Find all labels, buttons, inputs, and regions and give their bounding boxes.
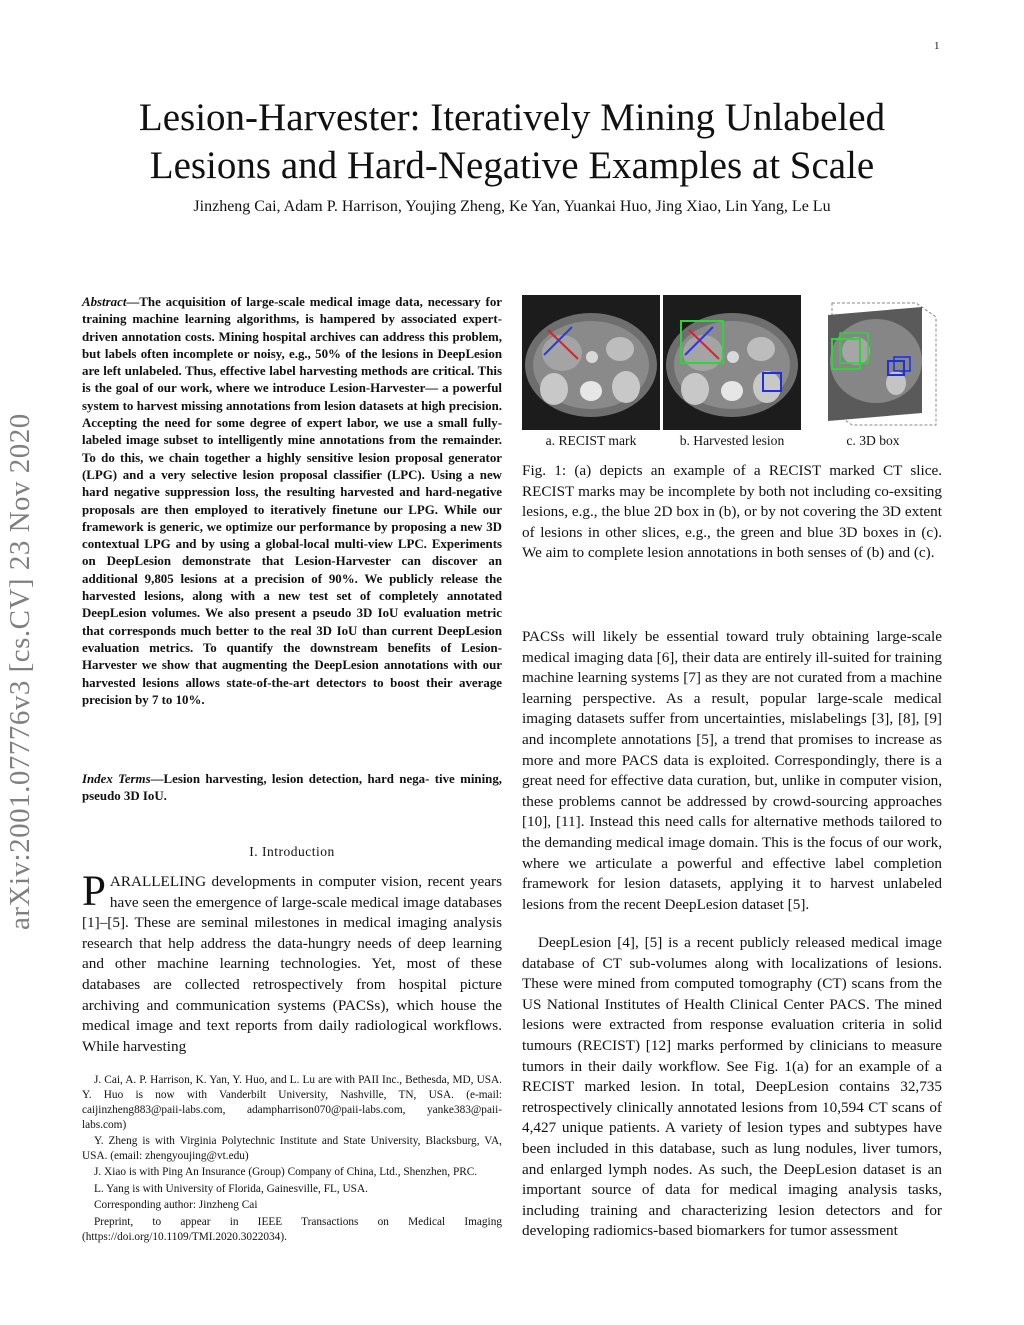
index-terms: Index Terms—Lesion harvesting, lesion detection, hard nega- tive mining, pseudo 3D IoU. <box>82 772 502 804</box>
section-heading: I. Introduction <box>249 844 335 859</box>
title-line-1: Lesion-Harvester: Iteratively Mining Unlabeled <box>138 96 886 139</box>
footnote-affiliation-1: J. Cai, A. P. Harrison, K. Yan, Y. Huo, and L. Lu are with PAII Inc., Bethesda, MD, USA. Y. Huo is now with Vanderbilt University, Nashville, TN, USA. (e-mail: caijinzheng883@paii-labs.com, adampharrison070@paii-labs.com, yanke383@paii-labs.com) <box>82 1074 502 1131</box>
footnote-preprint <box>82 1215 502 1245</box>
footnote-affiliation-4: L. Yang is with University of Florida, Gainesville, FL, USA. <box>94 1182 368 1195</box>
footnote-preprint-text: Preprint, to appear in IEEE Transactions on Medical Imaging <box>94 1215 502 1228</box>
index-terms-label: Index Terms <box>82 772 151 786</box>
page-number: 1 <box>934 40 940 52</box>
ct-slice-recist-graphic <box>522 295 660 430</box>
abstract: Abstract—The acquisition of large-scale medical image data, necessary for training machine learning algorithms, is hampered by associated expert-driven annotation costs. Mining hospital archives can address this problem, but labels often incomplete or noisy, e.g., 50% of the lesions in DeepLesion are left unlabeled. Thus, effective label harvesting methods are critical. This is the goal of our work, where we introduce Lesion-Harvester— a powerful system to harvest missing annotations from lesion datasets at high precision. Accepting the need for some degree of expert labor, we use a small fully-labeled image subset to intelligently mine annotations from the remainder. To do this, we chain together a highly sensitive lesion proposal generator (LPG) and a very selective lesion proposal classifier (LPC). Using a new hard negative suppression loss, the resulting harvested and hard-negative proposals are then employed to iteratively finetune our LPG. While our framework is generic, we optimize our performance by proposing a new 3D contextual LPG and by using a global-local multi-view LPC. Experiments on DeepLesion demonstrate that Lesion-Harvester can discover an additional 9,805 lesions at a precision of 90%. We publicly release the harvested lesions, along with a new test set of completely annotated DeepLesion volumes. We also present a pseudo 3D IoU evaluation metric that corresponds much better to the real 3D IoU than current DeepLesion evaluation metrics. To quantify the downstream benefits of Lesion-Harvester we show that augmenting the DeepLesion annotations with our harvested lesions allows state-of-the-art detectors to boost their average precision by 7 to 10%. <box>82 295 502 707</box>
arxiv-stamp: arXiv:2001.07776v3 [cs.CV] 23 Nov 2020 <box>4 413 36 930</box>
ct-slice-recist <box>522 295 660 430</box>
sub-caption-b: b. Harvested lesion <box>679 433 785 448</box>
paper-title <box>60 94 964 190</box>
sub-caption-a: a. RECIST mark <box>545 433 637 448</box>
intro-text: ARALLELING developments in computer vision, recent years have seen the emergence of large-scale medical image databases [1]–[5]. These are seminal milestones in medical imaging analysis research that help address the data-hungry needs of deep learning and other machine learning technologies. Yet, most of these databases are collected retrospectively from hospital picture archiving and communication systems (PACSs), which house the medical image and text reports from daily radiological workflows. While harvesting <box>82 873 502 1055</box>
ct-slice-harvested-graphic <box>663 295 801 430</box>
figure-caption-text: (a) depicts an example of a RECIST marked CT slice. RECIST marks may be incomplete by both not including co-exsiting lesions, e.g., the blue 2D box in (b), or by not covering the 3D extent of lesions in other slices, e.g., the green and blue 3D boxes in (c). We aim to complete lesion annotations in both senses of (b) and (c). <box>522 462 943 562</box>
footnotes <box>82 1073 502 1246</box>
body-paragraph-deeplesion: DeepLesion [4], [5] is a recent publicly released medical image database of CT sub-volumes along with localizations of lesions. These were mined from computed tomography (CT) scans from the US National Institutes of Health Clinical Center PACS. The mined lesions were extracted from response evaluation criteria in solid tumours (RECIST) [12] marks performed by clinicians to measure tumors in their daily workflow. See Fig. 1(a) for an example of a RECIST marked lesion. In total, DeepLesion contains 32,735 retrospectively clinically annotated lesions from 10,594 CT scans of 4,427 unique patients. A variety of lesion types and subtypes have been included in this database, such as lung nodules, liver tumors, and enlarged lymph nodes. As such, the DeepLesion dataset is an important source of data for medical imaging analysis tasks, including training and characterizing lesion detectors and for developing radiomics-based biomarkers for tumor assessment <box>522 934 942 1240</box>
drop-cap: P <box>82 868 106 915</box>
index-terms-text: Lesion harvesting, lesion detection, hard nega- tive mining, pseudo 3D IoU. <box>82 772 502 804</box>
ct-volume-3d <box>804 295 942 430</box>
intro-paragraph <box>82 868 502 1057</box>
footnote-corresponding: Corresponding author: Jinzheng Cai <box>94 1199 258 1212</box>
figure-1 <box>522 295 942 453</box>
abstract-text: The acquisition of large-scale medical image data, necessary for training machine learning algorithms, is hampered by associated expert-driven annotation costs. Mining hospital archives can address this problem, but labels often incomplete or noisy, e.g., 50% of the lesions in DeepLesion are left unlabeled. Thus, effective label harvesting methods are critical. This is the goal of our work, where we introduce Lesion-Harvester— a powerful system to harvest missing annotations from lesion datasets at high precision. Accepting the need for some degree of expert labor, we use a small fully-labeled image subset to intelligently mine annotations from the remainder. To do this, we chain together a highly sensitive lesion proposal generator (LPG) and a very selective lesion proposal classifier (LPC). Using a new hard negative suppression loss, the resulting harvested and hard-negative proposals are then employed to iteratively finetune our LPG. While our framework is generic, we optimize our performance by proposing a new 3D contextual LPG and by using a global-local multi-view LPC. Experiments on DeepLesion demonstrate that Lesion-Harvester can discover an additional 9,805 lesions at a precision of 90%. We publicly release the harvested lesions, along with a new test set of completely annotated DeepLesion volumes. We also present a pseudo 3D IoU evaluation metric that corresponds much better to the real 3D IoU than current DeepLesion evaluation metrics. To quantify the downstream benefits of Lesion-Harvester we show that augmenting the DeepLesion annotations with our harvested lesions allows state-of-the-art detectors to boost their average precision by 7 to 10%. <box>82 295 502 707</box>
ct-slice-harvested <box>663 295 801 430</box>
abstract-label: Abstract <box>82 295 127 309</box>
footnote-doi: (https://doi.org/10.1109/TMI.2020.3022034). <box>82 1230 287 1243</box>
author-list: Jinzheng Cai, Adam P. Harrison, Youjing Zheng, Ke Yan, Yuankai Huo, Jing Xiao, Lin Yang, Le Lu <box>193 198 831 215</box>
footnote-affiliation-2: Y. Zheng is with Virginia Polytechnic Institute and State University, Blacksburg, VA, USA. (email: zhengyoujing@vt.edu) <box>82 1135 502 1163</box>
title-line-2: Lesions and Hard-Negative Examples at Scale <box>149 144 875 187</box>
footnote-affiliation-3: J. Xiao is with Ping An Insurance (Group) Company of China, Ltd., Shenzhen, PRC. <box>94 1166 478 1179</box>
ct-volume-3d-graphic <box>804 295 942 430</box>
figure-caption-label: Fig. 1: <box>522 462 567 479</box>
figure-caption <box>522 461 942 564</box>
body-paragraph-pacs: PACSs will likely be essential toward truly obtaining large-scale medical imaging data [6], their data are entirely ill-suited for training machine learning systems [7] as they are not curated from a machine learning perspective. As a result, popular large-scale medical imaging datasets suffer from uncertainties, mislabelings [3], [8], [9] and incomplete annotations [5], a trend that promises to increase as more and more PACS data is exploited. Correspondingly, there is a great need for effective data curation, but, unlike in computer vision, these problems cannot be addressed by crowd-sourcing approaches [10], [11]. Instead this need calls for alternative methods tailored to the demanding medical image domain. This is the focus of our work, where we articulate a powerful and effective label completion framework for lesion datasets, applying it to harvest unlabeled lesions from the recent DeepLesion dataset [5]. <box>522 628 942 913</box>
sub-caption-c: c. 3D box <box>846 433 900 448</box>
